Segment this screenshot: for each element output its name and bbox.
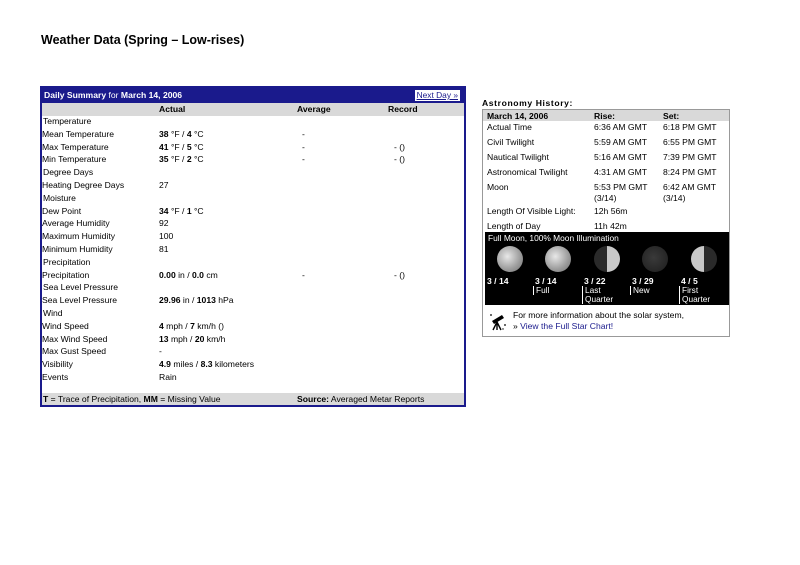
footer-source-text: Averaged Metar Reports [329,394,425,404]
footer-mm-key: MM [143,394,158,404]
telescope-icon [488,312,508,332]
actual-unit-1: °F / [168,154,187,165]
more-info-text: For more information about the solar system, [513,310,684,320]
row-label: Max Temperature [42,141,109,152]
actual-unit-2: °C [191,154,204,165]
moon-phase-label [533,286,549,295]
actual-unit-1: °F / [168,141,187,152]
astronomy-label: Actual Time [487,122,532,132]
astronomy-row [483,166,729,181]
row-actual [159,334,225,344]
table-row [42,334,464,347]
actual-unit-1: Rain [159,371,177,382]
summary-date: March 14, 2006 [120,90,183,100]
moon-phase-strip [485,232,729,305]
astronomy-set: 6:55 PM GMT [663,137,717,147]
astronomy-set: 7:39 PM GMT [663,152,717,162]
actual-unit-2: hPa [215,295,234,306]
actual-value-2: 4 [186,128,192,139]
rise-date: (3/14) [594,193,617,203]
actual-unit-1: mph / [168,333,195,344]
actual-value-2: 7 [190,320,195,331]
astronomy-label: Moon [487,182,509,192]
astronomy-title: Astronomy History: [482,98,574,108]
astronomy-row [483,151,729,166]
next-day-button[interactable]: Next Day » [414,89,461,102]
actual-unit-1: 100 [159,231,174,242]
row-actual [159,270,218,280]
astronomy-label: Length of Day [487,221,541,231]
table-row [42,372,464,385]
actual-value-1: 34 [159,205,169,216]
row-label: Visibility [42,359,73,370]
actual-value-1: 13 [159,333,169,344]
astronomy-set: 8:24 PM GMT [663,167,717,177]
footer-mm-text: = Missing Value [157,394,221,404]
row-label: Minimum Humidity [42,243,113,254]
astronomy-row [483,205,729,220]
set-date: (3/14) [663,193,686,203]
row-actual [159,154,204,164]
summary-title-bold: Daily Summary [44,90,107,100]
footer-source-key: Source: [297,394,329,404]
link-prefix: » [513,321,521,331]
moon-label-line2: Quarter [585,294,614,304]
astronomy-rise: 4:31 AM GMT [594,167,648,177]
row-actual [159,321,224,331]
row-actual [159,295,234,305]
row-actual [159,206,204,216]
astronomy-label: Civil Twilight [487,137,535,147]
astronomy-rise: 11h 42m [594,221,627,231]
row-label: Wind [43,307,63,318]
moon-date: 3 / 14 [487,276,509,286]
astronomy-rise: 6:36 AM GMT [594,122,648,132]
moon-date: 3 / 22 [584,276,606,286]
moon-full-icon [497,246,523,272]
row-label: Dew Point [42,205,82,216]
summary-column-header [42,103,464,116]
col-average: Average [297,104,331,114]
actual-value-2: 1013 [196,295,216,306]
row-average: - [302,154,305,165]
footer-legend [43,394,221,404]
row-label: Max Gust Speed [42,346,107,357]
table-row [42,321,464,334]
moon-date: 4 / 5 [681,276,698,286]
actual-unit-2: km/h [204,333,226,344]
row-actual [159,231,173,241]
row-label: Moisture [43,192,76,203]
astronomy-label: Astronomical Twilight [487,167,568,177]
row-label: Precipitation [43,256,91,267]
section-header [42,167,464,180]
table-row [42,346,464,359]
row-label: Heating Degree Days [42,179,125,190]
row-label: Sea Level Pressure [43,282,118,293]
summary-title-for: for [106,90,121,100]
row-actual [159,180,169,190]
actual-unit-2: km/h () [194,320,224,331]
row-actual [159,218,169,228]
actual-value-1: 4.9 [159,359,171,370]
actual-value-2: 8.3 [200,359,213,370]
more-info [488,310,728,334]
actual-value-1: 35 [159,154,169,165]
row-label: Temperature [43,116,92,126]
actual-unit-1: °F / [168,128,187,139]
astronomy-rise-header: Rise: [594,111,616,121]
actual-value-1: 0.00 [159,269,176,280]
summary-rows [42,116,464,385]
table-row [42,218,464,231]
actual-unit-2: °C [191,205,204,216]
astronomy-box [482,109,730,337]
table-row [42,295,464,308]
actual-value-2: 2 [186,154,192,165]
moon-label-line2: Quarter [682,294,711,304]
row-record: - () [394,141,405,152]
actual-unit-1: 92 [159,218,169,229]
row-actual [159,359,254,369]
table-row [42,270,464,283]
moon-phase-label [679,286,710,304]
actual-value-1: 4 [159,320,164,331]
row-label: Sea Level Pressure [42,295,117,306]
summary-title [44,90,182,100]
row-actual [159,244,169,254]
moon-illumination: Full Moon, 100% Moon Illumination [488,233,619,243]
astronomy-row [483,136,729,151]
actual-unit-2: cm [203,269,218,280]
daily-summary-panel [40,86,466,407]
actual-unit-1: °F / [168,205,187,216]
astronomy-date: March 14, 2006 [487,111,549,121]
section-header [42,116,464,129]
table-row [42,359,464,372]
footer-t-key: T [43,394,49,404]
actual-unit-2: °C [191,141,204,152]
table-row [42,142,464,155]
astronomy-rise: 12h 56m [594,206,628,216]
actual-unit-1: 81 [159,243,169,254]
section-header [42,308,464,321]
actual-value-1: 38 [159,128,169,139]
row-label: Mean Temperature [42,128,114,139]
page-title: Weather Data (Spring – Low-rises) [41,33,245,47]
footer-source [297,394,424,404]
row-actual [159,372,177,382]
row-label: Precipitation [42,269,90,280]
row-average: - [302,128,305,139]
actual-unit-1: - [159,346,162,357]
set-time: 6:42 AM GMT [663,182,717,192]
actual-value-2: 1 [186,205,192,216]
astronomy-rows [483,121,729,235]
moon-phase-label [630,286,650,295]
astronomy-set: 6:18 PM GMT [663,122,717,132]
astronomy-label: Nautical Twilight [487,152,549,162]
row-label: Average Humidity [42,218,110,229]
moon-label-line1: Full [536,285,550,295]
astronomy-rise: 5:59 AM GMT [594,137,648,147]
actual-unit-2: °C [191,128,204,139]
star-chart-link[interactable]: View the Full Star Chart! [520,321,614,331]
table-row [42,231,464,244]
table-row [42,129,464,142]
moon-first-icon [691,246,717,272]
astronomy-set-header: Set: [663,111,680,121]
table-row [42,244,464,257]
row-label: Maximum Humidity [42,231,116,242]
row-actual [159,142,204,152]
moon-new-icon [642,246,668,272]
row-label: Degree Days [43,167,94,178]
moon-label-line1: New [633,285,650,295]
section-header [42,193,464,206]
moon-last-icon [594,246,620,272]
actual-value-2: 0.0 [191,269,204,280]
actual-unit-1: 27 [159,179,169,190]
row-actual [159,129,204,139]
actual-value-2: 5 [186,141,192,152]
row-record: - () [394,269,405,280]
astronomy-rise [594,182,647,204]
row-label: Wind Speed [42,320,89,331]
col-actual: Actual [159,104,186,114]
actual-value-1: 29.96 [159,295,181,306]
actual-unit-1: mph / [163,320,191,331]
moon-phase-label [582,286,613,304]
star-chart-link-line [513,321,684,332]
astronomy-rise: 5:16 AM GMT [594,152,648,162]
astronomy-panel [482,98,730,338]
row-average: - [302,141,305,152]
moon-label-line1: First [682,285,699,295]
astronomy-set [663,182,716,204]
moon-date: 3 / 29 [632,276,654,286]
moon-full-icon [545,246,571,272]
astronomy-row [483,121,729,136]
actual-value-2: 20 [194,333,205,344]
astronomy-header [483,110,729,121]
moon-date: 3 / 14 [535,276,557,286]
actual-value-1: 41 [159,141,169,152]
summary-footer [42,393,464,405]
col-record: Record [388,104,418,114]
actual-unit-1: in / [175,269,192,280]
table-row [42,206,464,219]
row-record: - () [394,154,405,165]
actual-unit-1: miles / [170,359,201,370]
footer-t-text: = Trace of Precipitation, [48,394,144,404]
table-row [42,154,464,167]
summary-header [42,88,464,103]
moon-label-line1: Last [585,285,601,295]
astronomy-label: Length Of Visible Light: [487,206,576,216]
row-average: - [302,269,305,280]
actual-unit-2: kilometers [212,359,255,370]
row-actual [159,346,162,356]
section-header [42,282,464,295]
actual-unit-1: in / [180,295,197,306]
astronomy-row [483,181,729,205]
row-label: Max Wind Speed [42,333,108,344]
section-header [42,257,464,270]
rise-time: 5:53 PM GMT [594,182,648,192]
row-label: Min Temperature [42,154,107,165]
row-label: Events [42,371,69,382]
table-row [42,180,464,193]
